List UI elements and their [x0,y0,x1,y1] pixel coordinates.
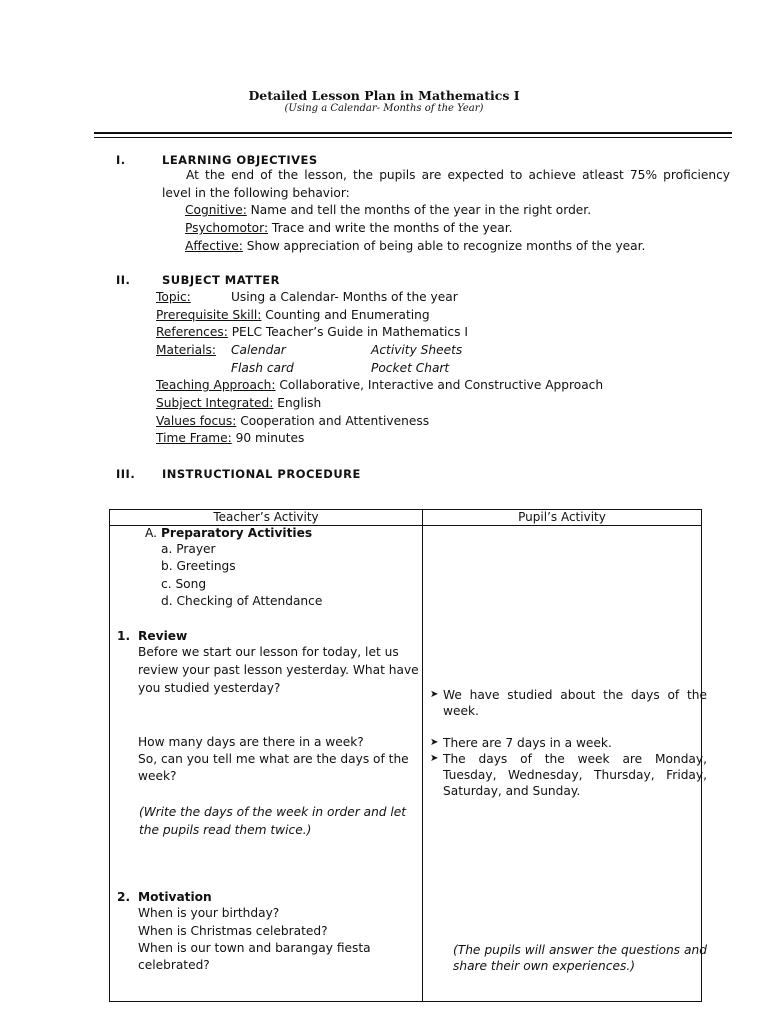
review-question: So, can you tell me what are the days of the [138,752,409,766]
topic-label: Topic: [156,290,191,304]
review-note: (Write the days of the week in order and let [139,805,407,819]
teaching-approach-line [156,378,603,392]
objective-cognitive [185,203,591,217]
pupil-answer: There are 7 days in a week. [443,736,612,750]
review-line: you studied yesterday? [138,681,281,695]
arrow-bullet-icon: ➤ [430,753,439,764]
section-number-3: III. [116,467,136,481]
section-number-1: I. [116,153,126,167]
review-note: the pupils read them twice.) [139,823,312,837]
preparatory-item: a. Prayer [161,542,216,556]
procedure-heading: INSTRUCTIONAL PROCEDURE [162,467,361,481]
objective-text: Trace and write the months of the year. [268,221,513,235]
title-rule-thin [94,137,732,138]
motivation-number: 2. [117,890,131,904]
objective-label: Affective: [185,239,243,253]
prerequisite-value: Counting and Enumerating [261,308,430,322]
values-focus-line [156,414,429,428]
arrow-bullet-icon: ➤ [430,689,439,700]
motivation-line: When is our town and barangay fiesta [138,941,371,955]
preparatory-item: d. Checking of Attendance [161,594,323,608]
teaching-approach-value: Collaborative, Interactive and Constructive Approach [275,378,604,392]
values-focus-label: Values focus: [156,414,237,428]
subject-integrated-label: Subject Integrated: [156,396,274,410]
preparatory-title: Preparatory Activities [161,526,313,540]
values-focus-value: Cooperation and Attentiveness [236,414,430,428]
time-frame-line [156,431,304,445]
motivation-title: Motivation [138,890,212,904]
objective-text: Show appreciation of being able to recognize months of the year. [242,239,646,253]
document-subtitle: (Using a Calendar- Months of the Year) [284,103,484,114]
prerequisite-label: Prerequisite Skill: [156,308,262,322]
objective-psychomotor [185,221,513,235]
subject-integrated-value: English [273,396,322,410]
pupil-note: (The pupils will answer the questions and share their own experiences.) [453,943,707,973]
pupil-activity-header: Pupil’s Activity [423,510,702,526]
title-rule-thick [94,132,732,134]
review-number: 1. [117,629,131,643]
teacher-activity-header: Teacher’s Activity [110,510,423,526]
time-frame-label: Time Frame: [156,431,232,445]
pupil-answer: The days of the week are Monday, Tuesday, Wednesday, Thursday, Friday, Saturday, and Sunday. [443,752,707,798]
references-label: References: [156,325,228,339]
review-question: How many days are there in a week? [138,735,364,749]
teacher-activity-cell [110,526,423,1002]
references-line [156,325,468,339]
subject-matter-heading: SUBJECT MATTER [162,273,280,287]
review-line: review your past lesson yesterday. What have [138,663,419,677]
prerequisite-line [156,308,430,322]
motivation-line: When is Christmas celebrated? [138,924,328,938]
time-frame-value: 90 minutes [231,431,305,445]
preparatory-letter: A. [145,526,157,540]
objective-label: Psychomotor: [185,221,269,235]
pupil-answer: We have studied about the days of the week. [443,688,707,718]
motivation-line: When is your birthday? [138,906,280,920]
arrow-bullet-icon: ➤ [430,737,439,748]
teaching-approach-label: Teaching Approach: [156,378,276,392]
material-item: Activity Sheets [371,343,463,357]
objective-affective [185,239,645,253]
table-body-row [110,526,702,1002]
section-number-2: II. [116,273,131,287]
pupil-activity-cell [423,526,707,1002]
references-value: PELC Teacher’s Guide in Mathematics I [227,325,468,339]
materials-label: Materials: [156,343,216,357]
review-question: week? [138,769,177,783]
objective-text: Name and tell the months of the year in the right order. [246,203,592,217]
review-title: Review [138,629,188,643]
material-item: Pocket Chart [371,361,450,375]
document-title: Detailed Lesson Plan in Mathematics I [248,88,520,103]
material-item: Calendar [231,343,286,357]
objectives-intro: At the end of the lesson, the pupils are expected to achieve atleast 75% proficiency level in the following behavior: [162,168,730,200]
subject-integrated-line [156,396,321,410]
table-header-row [110,510,702,526]
material-item: Flash card [231,361,294,375]
motivation-line: celebrated? [138,958,210,972]
preparatory-item: c. Song [161,577,207,591]
preparatory-item: b. Greetings [161,559,236,573]
procedure-table [109,509,707,1002]
objectives-heading: LEARNING OBJECTIVES [162,153,318,167]
topic-value: Using a Calendar- Months of the year [231,290,458,304]
objective-label: Cognitive: [185,203,247,217]
review-line: Before we start our lesson for today, let us [138,645,399,659]
